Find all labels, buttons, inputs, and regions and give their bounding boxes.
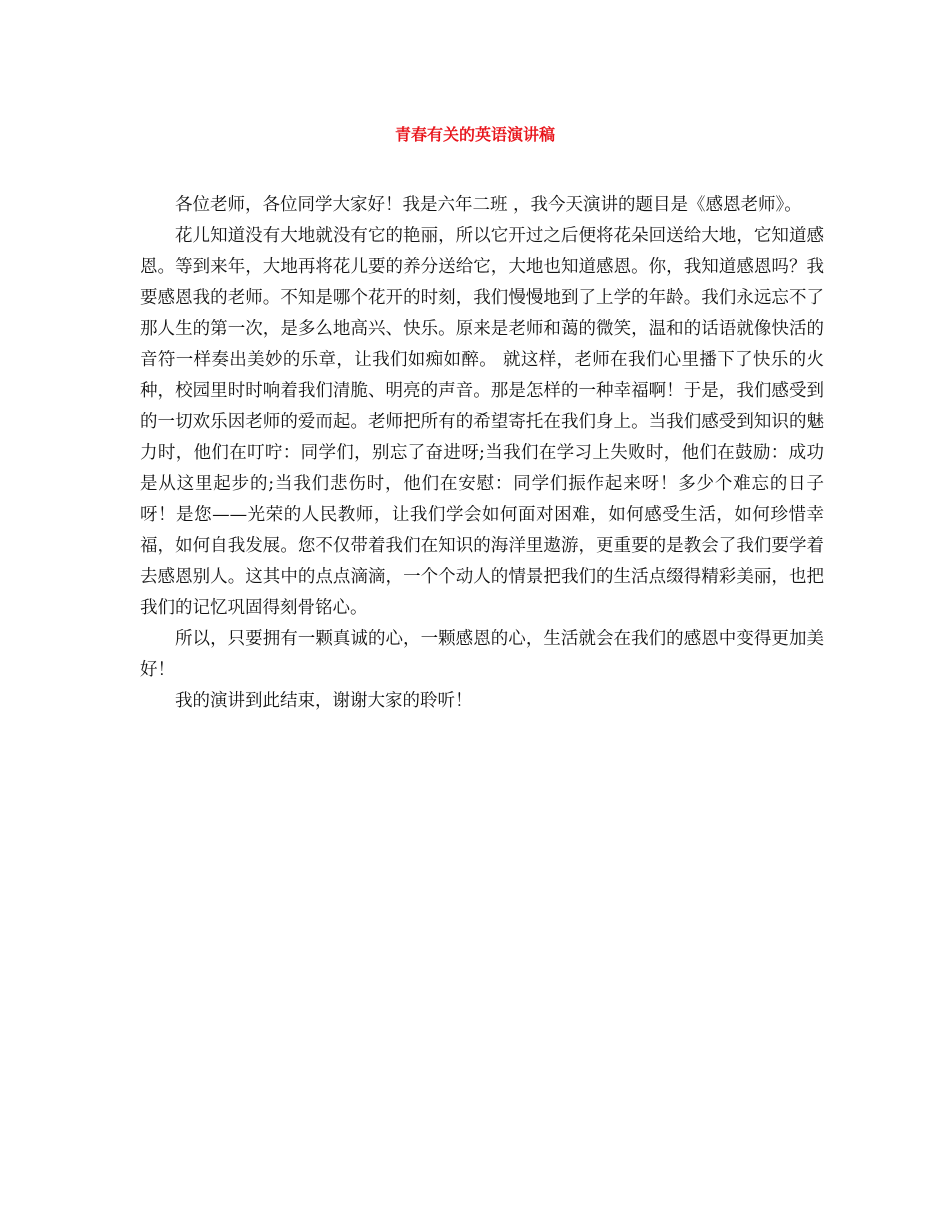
document-body <box>140 190 824 717</box>
document-title: 青春有关的英语演讲稿 <box>394 125 555 144</box>
paragraph-main: 花儿知道没有大地就没有它的艳丽，所以它开过之后便将花朵回送给大地，它知道感恩。等到来年，大地再将花儿要的养分送给它，大地也知道感恩。你，我知道感恩吗？我要感恩我的老师。不知是哪个花开的时刻，我们慢慢地到了上学的年龄。我们永远忘不了那人生的第一次，是多么地高兴、快乐。原来是老师和蔼的微笑，温和的话语就像快活的音符一样奏出美妙的乐章，让我们如痴如醉。 就这样，老师在我们心里播下了快乐的火种，校园里时时响着我们清脆、明亮的声音。那是怎样的一种幸福啊！于是，我们感受到的一切欢乐因老师的爱而起。老师把所有的希望寄托在我们身上。当我们感受到知识的魅力时，他们在叮咛：同学们，别忘了奋进呀;当我们在学习上失败时，他们在鼓励：成功是从这里起步的;当我们悲伤时，他们在安慰：同学们振作起来呀！多少个难忘的日子呀！是您——光荣的人民教师，让我们学会如何面对困难，如何感受生活，如何珍惜幸福，如何自我发展。您不仅带着我们在知识的海洋里遨游，更重要的是教会了我们要学着去感恩别人。这其中的点点滴滴，一个个动人的情景把我们的生活点缀得精彩美丽，也把我们的记忆巩固得刻骨铭心。 <box>140 226 824 618</box>
paragraph-greeting: 各位老师，各位同学大家好！我是六年二班 ，我今天演讲的题目是《感恩老师》。 <box>175 195 802 215</box>
paragraph-closing: 我的演讲到此结束，谢谢大家的聆听！ <box>175 691 473 711</box>
paragraph-conclusion: 所以，只要拥有一颗真诚的心，一颗感恩的心，生活就会在我们的感恩中变得更加美好！ <box>140 629 824 680</box>
